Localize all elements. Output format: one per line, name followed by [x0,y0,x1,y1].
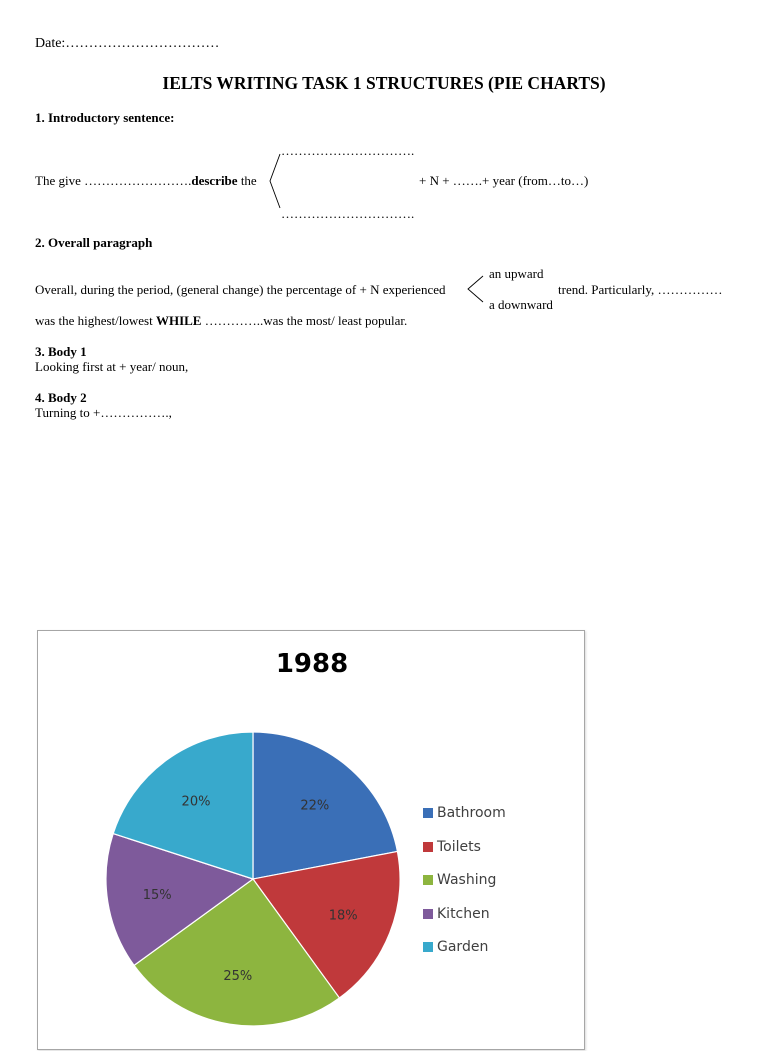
legend-swatch-icon [423,875,433,885]
slice-label-toilets: 18% [328,908,358,924]
legend-swatch-icon [423,942,433,952]
pie-chart-svg [38,631,586,1051]
legend-label: Washing [437,872,497,888]
date-line: Date:…………………………… [35,36,220,51]
intro-dots-bottom: …………………………. [281,206,415,221]
legend-label: Toilets [437,838,481,855]
legend-swatch-icon [423,842,433,852]
intro-the: the [237,173,257,188]
slice-label-bathroom: 22% [300,798,330,814]
section-4-heading: 4. Body 2 [35,390,87,405]
overall-downward: a downward [489,297,553,312]
overall-bracket-icon [464,274,488,304]
section-2-heading: 2. Overall paragraph [35,235,153,250]
section-3-heading: 3. Body 1 [35,344,87,359]
document-title: IELTS WRITING TASK 1 STRUCTURES (PIE CHARTS) [162,73,606,93]
intro-keyword: describe [191,173,238,188]
legend-swatch-icon [423,808,433,818]
body-1-text: Looking first at + year/ noun, [35,359,189,374]
intro-bracket-icon [266,152,286,210]
legend-label: Kitchen [437,905,490,922]
legend-label: Bathroom [437,805,506,821]
legend-label: Garden [437,939,489,955]
overall-upward: an upward [489,266,544,281]
body-2-text: Turning to +……………., [35,405,172,420]
slice-label-kitchen: 15% [142,888,172,904]
chart-title: 1988 [275,649,349,679]
section-1-heading: 1. Introductory sentence: [35,110,175,125]
overall-sentence: Overall, during the period, (general change) the percentage of + N experienced [35,282,446,297]
overall-line-2-b: …………..was the most/ least popular. [201,313,408,328]
intro-dots-top: …………………………. [281,143,415,158]
slice-label-washing: 25% [223,968,253,984]
intro-prefix: The give ……………………. [35,173,192,188]
overall-line-2-a: was the highest/lowest [35,313,156,328]
intro-suffix: + N + …….+ year (from…to…) [419,173,589,188]
pie-chart [37,630,585,1050]
overall-trend: trend. Particularly, …………… [558,282,723,297]
legend-swatch-icon [423,909,433,919]
intro-sentence [35,173,257,188]
overall-while: WHILE [155,313,202,328]
slice-label-garden: 20% [181,794,211,810]
overall-line-2 [35,313,407,328]
